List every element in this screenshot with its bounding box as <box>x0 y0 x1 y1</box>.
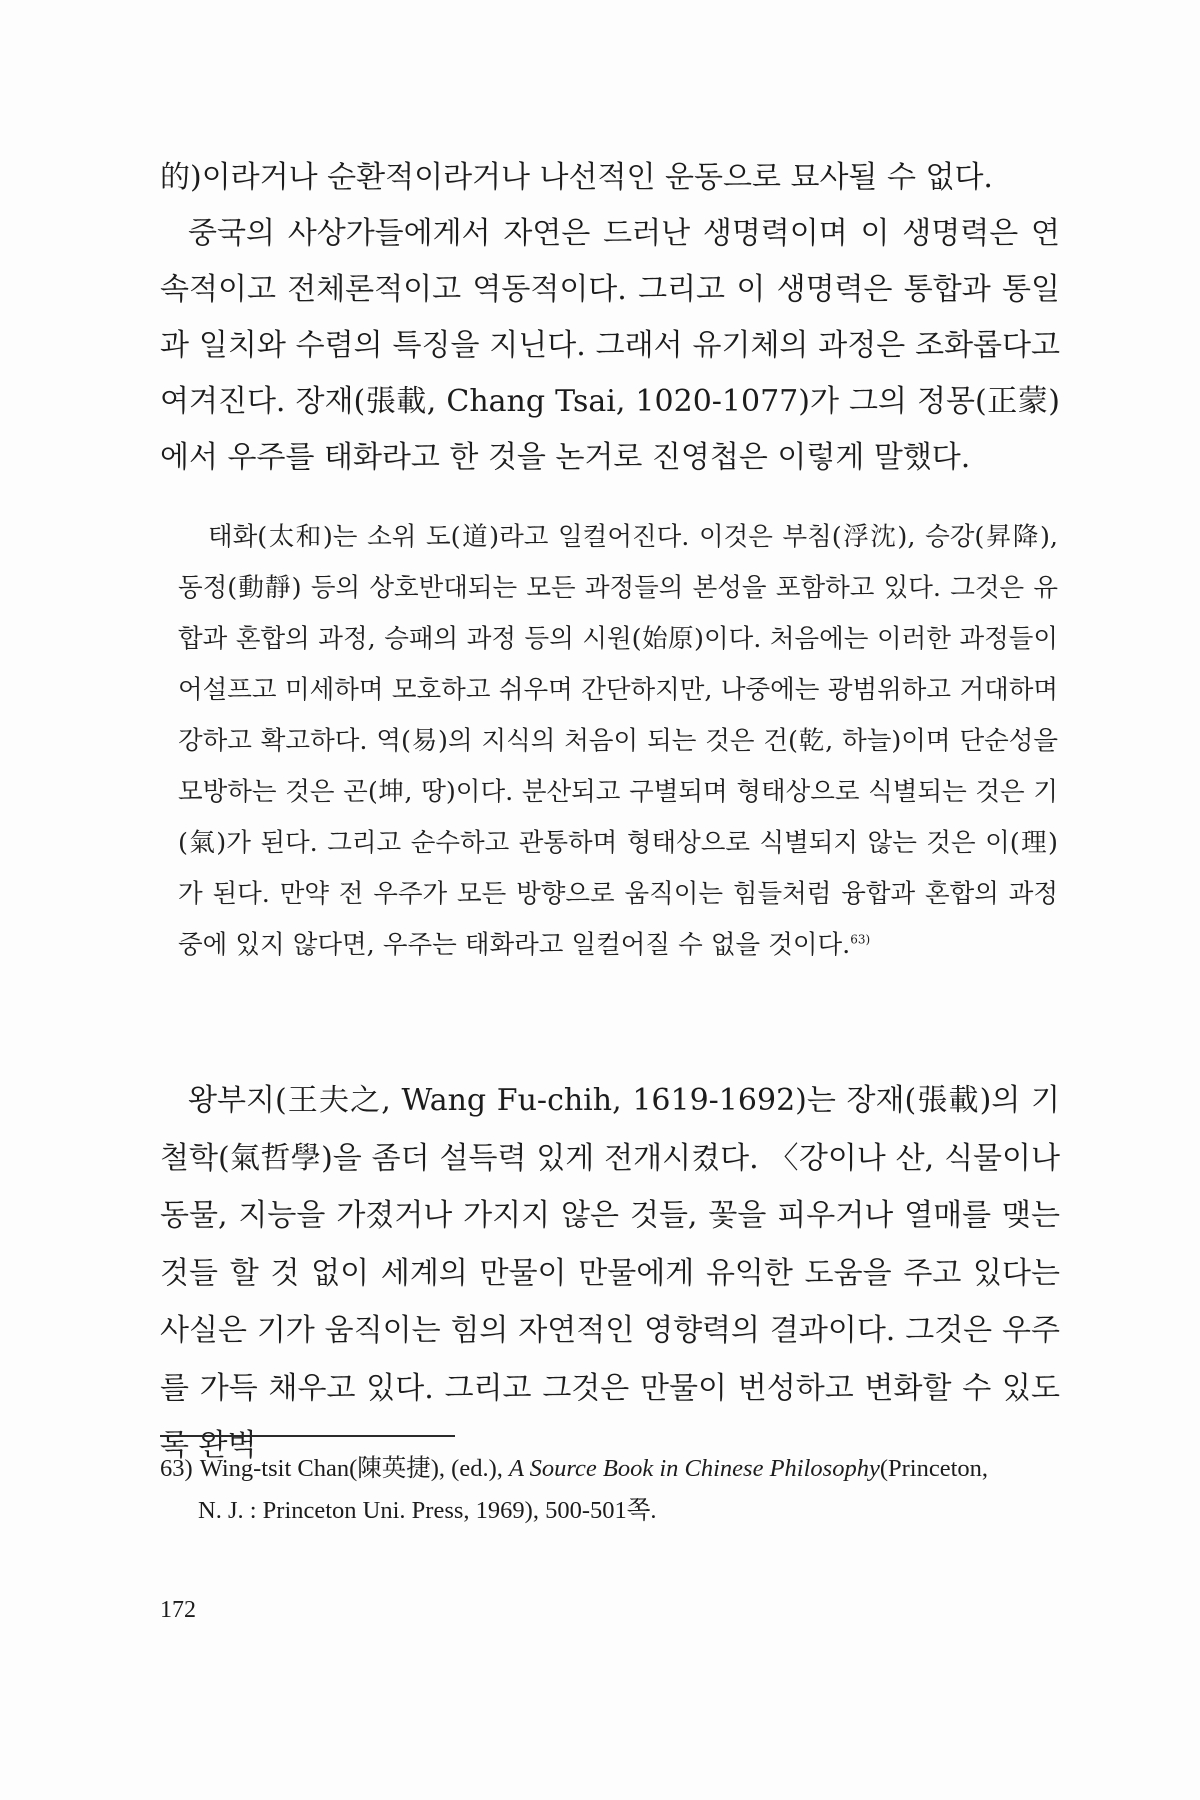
footnote-publisher-start: (Princeton, <box>879 1455 989 1482</box>
page-number: 172 <box>160 1597 196 1623</box>
footnote-book-title: A Source Book in Chinese Philosophy <box>508 1455 880 1482</box>
paragraph-continuation: 的)이라거나 순환적이라거나 나선적인 운동으로 묘사될 수 없다. <box>160 160 993 195</box>
footnote-publisher-line: N. J. : Princeton Uni. Press, 1969), 500-501쪽. <box>198 1497 657 1524</box>
paragraph-nature: 중국의 사상가들에게서 자연은 드러난 생명력이며 이 생명력은 연속적이고 전체론적이고 역동적이다. 그리고 이 생명력은 통합과 통일과 일치와 수렴의 특징을 지닌다. 그래서 유기체의 과정은 조화롭다고 여겨진다. 장재(張載, Chang Tsai, 1020-1077)가 그의 정몽(正蒙)에서 우주를 태화라고 한 것을 논거로 진영첩은 이렇게 말했다. <box>160 216 1060 475</box>
footnote-divider <box>160 1435 455 1437</box>
paragraph-wang-fu-chih: 왕부지(王夫之, Wang Fu-chih, 1619-1692)는 장재(張載)의 기철학(氣哲學)을 좀더 설득력 있게 전개시켰다. 〈강이나 산, 식물이나 동물, 지능을 가졌거나 가지지 않은 것들, 꽃을 피우거나 열매를 맺는 것들 할 것 없이 세계의 만물이 만물에게 유익한 도움을 주고 있다는 사실은 기가 움직이는 힘의 자연적인 영향력의 결과이다. 그것은 우주를 가득 채우고 있다. 그리고 그것은 만물이 번성하고 변화할 수 있도록 완벽 <box>160 1083 1060 1463</box>
footnote <box>160 1448 1060 1532</box>
body-text-top <box>160 150 1060 486</box>
block-quote <box>178 512 1058 971</box>
footnote-number: 63) <box>160 1455 193 1482</box>
footnote-reference: 63) <box>850 932 871 947</box>
block-quote-text: 태화(太和)는 소위 도(道)라고 일컬어진다. 이것은 부침(浮沈), 승강(昇降), 동정(動靜) 등의 상호반대되는 모든 과정들의 본성을 포함하고 있다. 그것은 유합과 혼합의 과정, 승패의 과정 등의 시원(始原)이다. 처음에는 이러한 과정들이 어설프고 미세하며 모호하고 쉬우며 간단하지만, 나중에는 광범위하고 거대하며 강하고 확고하다. 역(易)의 지식의 처음이 되는 것은 건(乾, 하늘)이며 단순성을 모방하는 것은 곤(坤, 땅)이다. 분산되고 구별되며 형태상으로 식별되는 것은 기(氣)가 된다. 그리고 순수하고 관통하며 형태상으로 식별되지 않는 것은 이(理)가 된다. 만약 전 우주가 모든 방향으로 움직이는 힘들처럼 융합과 혼합의 과정 중에 있지 않다면, 우주는 태화라고 일컬어질 수 없을 것이다. <box>178 522 1058 960</box>
footnote-author: Wing-tsit Chan(陳英捷), (ed.), <box>199 1455 503 1482</box>
body-text-bottom <box>160 1072 1060 1475</box>
